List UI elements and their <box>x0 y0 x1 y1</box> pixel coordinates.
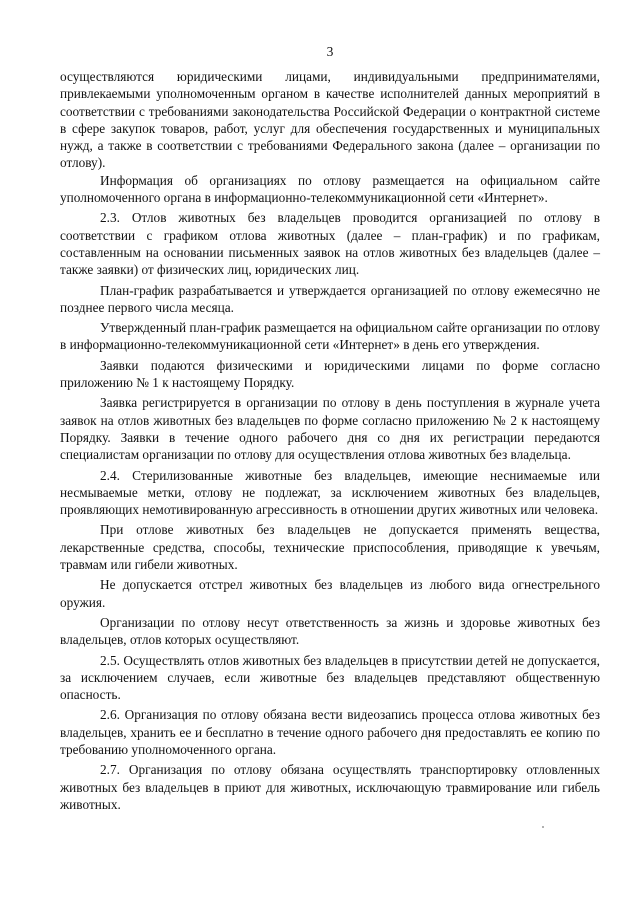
paragraph-prohibited-methods: При отлове животных без владельцев не допускается применять вещества, лекарственные средства, способы, технические приспособления, приводящие к увечьям, травмам или гибели животных. <box>60 522 600 573</box>
scan-speck <box>542 826 544 828</box>
document-body <box>60 68 600 813</box>
page-number: 3 <box>326 44 334 59</box>
paragraph-2-4: 2.4. Стерилизованные животные без владельцев, имеющие неснимаемые или несмываемые метки, отлову не подлежат, за исключением животных без владельцев, проявляющих немотивированную агрессивность в отношении других животных или человека. <box>60 467 600 518</box>
paragraph-continuation: осуществляются юридическими лицами, индивидуальными предпринимателями, привлекаемыми уполномоченным органом в качестве исполнителей данных мероприятий в соответствии с требованиями законодательства Российской Федерации о контрактной системе в сфере закупок товаров, работ, услуг для обеспечения государственных и муниципальных нужд, а также в соответствии с требованиями Федерального закона (далее – организации по отлову). <box>60 69 600 171</box>
paragraph-info-placement: Информация об организациях по отлову размещается на официальном сайте уполномоченного органа в информационно-телекоммуникационной сети «Интернет». <box>60 172 600 206</box>
paragraph-plan-schedule: План-график разрабатывается и утверждается организацией по отлову ежемесячно не позднее первого числа месяца. <box>60 282 600 315</box>
paragraph-2-5: 2.5. Осуществлять отлов животных без владельцев в присутствии детей не допускается, за исключением случаев, если животные без владельцев представляют общественную опасность. <box>60 652 600 703</box>
paragraph-2-7: 2.7. Организация по отлову обязана осуществлять транспортировку отловленных животных без владельцев в приют для животных, исключающую травмирование или гибель животных. <box>60 762 600 812</box>
paragraph-no-shooting: Не допускается отстрел животных без владельцев из любого вида огнестрельного оружия. <box>60 577 600 610</box>
paragraph-responsibility: Организации по отлову несут ответственность за жизнь и здоровье животных без владельцев, отлов которых осуществляют. <box>60 614 600 648</box>
document-page <box>60 0 600 905</box>
paragraph-applications: Заявки подаются физическими и юридическими лицами по форме согласно приложению № 1 к настоящему Порядку. <box>60 357 600 391</box>
paragraph-plan-publication: Утвержденный план-график размещается на официальном сайте организации по отлову в информационно-телекоммуникационной сети «Интернет» в день его утверждения. <box>60 320 600 353</box>
paragraph-2-3: 2.3. Отлов животных без владельцев проводится организацией по отлову в соответствии с графиком отлова животных (далее – план-график) и по графикам, составленным на основании письменных заявок на отлов животных без владельцев (далее – также заявки) от физических лиц, юридических лиц. <box>60 210 600 278</box>
paragraph-2-6: 2.6. Организация по отлову обязана вести видеозапись процесса отлова животных без владельцев, хранить ее и бесплатно в течение одного рабочего дня предоставлять ее копию по требованию уполномоченного органа. <box>60 707 600 757</box>
paragraph-registration: Заявка регистрируется в организации по отлову в день поступления в журнале учета заявок на отлов животных без владельцев по форме согласно приложению № 2 к настоящему Порядку. Заявки в течение одного рабочего дня со дня их регистрации передаются специалистам организации по отлову для осуществления отлова животных без владельца. <box>60 395 600 463</box>
